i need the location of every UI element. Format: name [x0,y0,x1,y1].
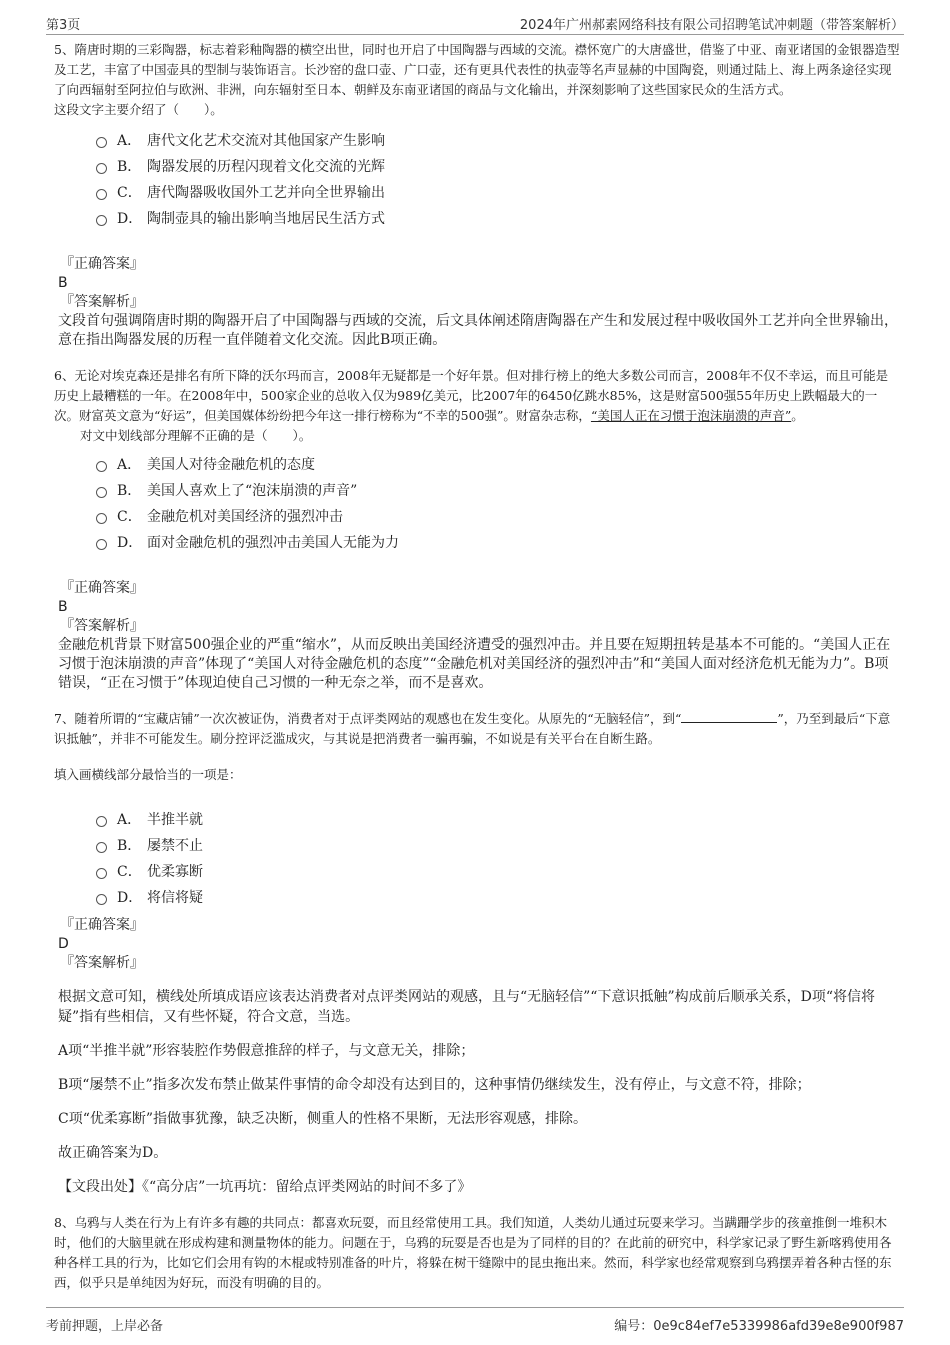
radio-icon[interactable] [96,868,107,879]
radio-icon[interactable] [96,487,107,498]
option-a[interactable]: A． 美国人对待金融危机的态度 [96,452,900,478]
option-c[interactable]: C． 优柔寡断 [96,859,900,885]
footer-slogan: 考前押题，上岸必备 [46,1319,164,1334]
radio-icon[interactable] [96,894,107,905]
analysis-paragraph: 根据文意可知，横线处所填成语应该表达消费者对点评类网站的观感，且与“无脑轻信”“下意识抵触”构成前后顺承关系，D项“将信将疑”指有些相信，又有些怀疑，符合文意，当选。 [58,989,876,1025]
page-header [46,12,904,35]
radio-icon[interactable] [96,137,107,148]
option-d[interactable]: D． 陶制壶具的输出影响当地居民生活方式 [96,206,900,232]
radio-icon[interactable] [96,842,107,853]
question-8 [54,1213,900,1293]
question-5-options [96,128,900,232]
question-5-prompt: 这段文字主要介绍了（ ）。 [54,102,223,117]
underlined-phrase: “美国人正在习惯于泡沫崩溃的声音” [590,408,792,423]
analysis-label: 『答案解析』 [60,618,144,634]
analysis-label: 『答案解析』 [60,955,144,971]
analysis-paragraph: A项“半推半就”形容装腔作势假意推辞的样子，与文意无关，排除； [58,1043,475,1059]
correct-answer: B [58,275,68,291]
option-d[interactable]: D． 将信将疑 [96,885,900,911]
option-c[interactable]: C． 唐代陶器吸收国外工艺并向全世界输出 [96,180,900,206]
page-number: 第3页 [46,18,81,33]
option-d[interactable]: D． 面对金融危机的强烈冲击美国人无能为力 [96,530,900,556]
analysis-paragraph: B项“屡禁不止”指多次发布禁止做某件事情的命令却没有达到目的，这种事情仍继续发生，没有停止，与文意不符，排除； [58,1077,811,1093]
question-5 [54,40,900,350]
question-7-text: 7、随着所谓的“宝藏店铺”一次次被证伪，消费者对于点评类网站的观感也在发生变化。从原先的“无脑轻信”，到“ ”，乃至到最后“下意识抵触”，并非不可能发生。刷分控评泛滥成灾，与其说是把消费者一骗再骗，不如说是有关平台在自断生路。 [54,711,891,746]
option-a[interactable]: A． 唐代文化艺术交流对其他国家产生影响 [96,128,900,154]
question-7 [54,709,900,1197]
option-c[interactable]: C． 金融危机对美国经济的强烈冲击 [96,504,900,530]
correct-answer-label: 『正确答案』 [60,917,144,933]
radio-icon[interactable] [96,215,107,226]
correct-answer: B [58,599,68,615]
page-footer [46,1307,904,1334]
question-6 [54,366,900,693]
question-7-options [96,807,900,911]
document-title: 2024年广州郝素网络科技有限公司招聘笔试冲刺题（带答案解析） [519,18,904,33]
document-code: 编号：0e9c84ef7e5339986afd39e8e900f987 [614,1319,904,1334]
question-6-options [96,452,900,556]
analysis-label: 『答案解析』 [60,294,144,310]
question-7-prompt: 填入画横线部分最恰当的一项是： [54,767,242,782]
radio-icon[interactable] [96,513,107,524]
question-6-prompt: 对文中划线部分理解不正确的是（ ）。 [80,428,312,443]
correct-answer-label: 『正确答案』 [60,256,144,272]
source-citation: 【文段出处】《“高分店”一坑再坑：留给点评类网站的时间不多了》 [58,1179,472,1195]
analysis-paragraph: 故正确答案为D。 [58,1145,168,1161]
option-b[interactable]: B． 屡禁不止 [96,833,900,859]
radio-icon[interactable] [96,163,107,174]
option-b[interactable]: B． 陶器发展的历程闪现着文化交流的光辉 [96,154,900,180]
option-b[interactable]: B． 美国人喜欢上了“泡沫崩溃的声音” [96,478,900,504]
correct-answer: D [58,936,69,952]
question-5-text: 5、隋唐时期的三彩陶器，标志着彩釉陶器的横空出世，同时也开启了中国陶器与西域的交流。襟怀宽广的大唐盛世，借鉴了中亚、南亚诸国的金银器造型及工艺，丰富了中国壶具的型制与装饰语言。长沙窑的盘口壶、广口壶，还有更具代表性的执壶等名声显赫的中国陶瓷，则通过陆上、海上两条途径实现了向西辐射至阿拉伯与欧洲、非洲，向东辐射至日本、朝鲜及东南亚诸国的商品与文化输出，并深刻影响了这些国家民众的生活方式。 [54,42,900,97]
analysis-text: 金融危机背景下财富500强企业的严重“缩水”，从而反映出美国经济遭受的强烈冲击。并且要在短期扭转是基本不可能的。“美国人正在习惯于泡沫崩溃的声音”体现了“美国人对待金融危机的态度”“金融危机对美国经济的强烈冲击”和“美国人面对经济危机无能为力”。B项错误，“正在习惯于”体现迫使自己习惯的一种无奈之举，而不是喜欢。 [58,637,891,691]
question-6-text: 6、无论对埃克森还是排名有所下降的沃尔玛而言，2008年无疑都是一个好年景。但对排行榜上的绝大多数公司而言，2008年不仅不幸运，而且可能是历史上最糟糕的一年。在2008年中，500家企业的总收入仅为989亿美元，比2007年的6450亿跳水85%，这是财富500强55年历史上跌幅最大的一次。财富英文意为“好运”，但美国媒体纷纷把今年这一排行榜称为“不幸的500强”。财富杂志称，“美国人正在习惯于泡沫崩溃的声音”。 [54,368,889,423]
question-8-text: 8、乌鸦与人类在行为上有许多有趣的共同点：都喜欢玩耍，而且经常使用工具。我们知道，人类幼儿通过玩耍来学习。当蹒跚学步的孩童推倒一堆积木时，他们的大脑里就在形成构建和测量物体的能力。问题在于，乌鸦的玩耍是否也是为了同样的目的？在此前的研究中，科学家记录了野生新喀鸦使用各种各样工具的行为，比如它们会用有钩的木棍或特别准备的叶片，将躲在树干缝隙中的昆虫拖出来。然而，科学家也经常观察到乌鸦摆弄着各种古怪的东西，似乎只是单纯因为好玩，而没有明确的目的。 [54,1215,892,1290]
page-content [54,40,900,1293]
correct-answer-label: 『正确答案』 [60,580,144,596]
option-a[interactable]: A． 半推半就 [96,807,900,833]
analysis-paragraph: C项“优柔寡断”指做事犹豫，缺乏决断，侧重人的性格不果断，无法形容观感，排除。 [58,1111,588,1127]
radio-icon[interactable] [96,539,107,550]
radio-icon[interactable] [96,461,107,472]
radio-icon[interactable] [96,189,107,200]
fill-blank [681,710,777,723]
radio-icon[interactable] [96,816,107,827]
analysis-text: 文段首句强调隋唐时期的陶器开启了中国陶器与西域的交流，后文具体阐述隋唐陶器在产生和发展过程中吸收国外工艺并向全世界输出，意在指出陶器发展的历程一直伴随着文化交流。因此B项正确。 [58,313,898,348]
